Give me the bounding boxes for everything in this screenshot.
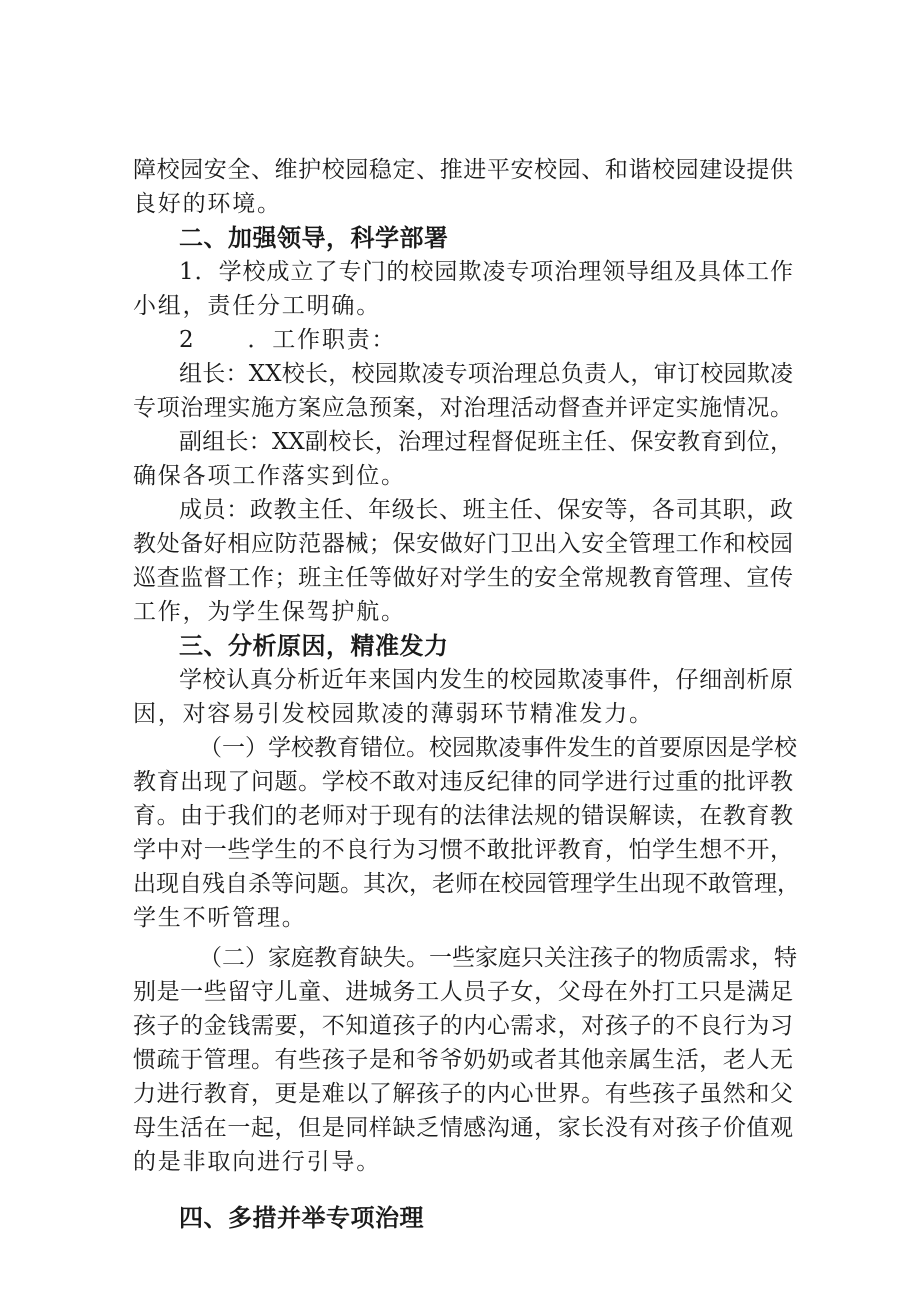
text-line: 母生活在一起，但是同样缺乏情感沟通，家长没有对孩子价值观 xyxy=(133,1115,793,1141)
paragraph xyxy=(133,663,793,731)
paragraph xyxy=(133,941,797,1179)
text-line: 学校认真分析近年来国内发生的校园欺凌事件，仔细剖析原 xyxy=(179,667,793,693)
text-line: 教处备好相应防范器械；保安做好门卫出入安全管理工作和校园 xyxy=(133,531,793,557)
text-line: （一）学校教育错位。校园欺凌事件发生的首要原因是学校 xyxy=(199,735,797,761)
paragraph xyxy=(133,357,793,425)
text-line: 出现自残自杀等问题。其次，老师在校园管理学生出现不敢管理， xyxy=(133,871,800,897)
text-line: 教育出现了问题。学校不敢对违反纪律的同学进行过重的批评教 xyxy=(133,769,793,795)
text-line: 障校园安全、维护校园稳定、推进平安校园、和谐校园建设提供 xyxy=(133,157,793,183)
item-text: ．工作职责： xyxy=(247,327,397,353)
text-line: 巡查监督工作；班主任等做好对学生的安全常规教育管理、宣传 xyxy=(133,565,793,591)
text-line: 确保各项工作落实到位。 xyxy=(133,463,406,489)
text-line: 学生不听管理。 xyxy=(133,905,307,931)
text-line: 良好的环境。 xyxy=(133,191,282,217)
text-line: 专项治理实施方案应急预案，对治理活动督查并评定实施情况。 xyxy=(133,395,793,421)
section-heading: 二、加强领导，科学部署 xyxy=(179,224,449,252)
text-line: 1．学校成立了专门的校园欺凌专项治理领导组及具体工作 xyxy=(179,259,793,285)
numbered-item xyxy=(133,323,793,357)
text-line: 因，对容易引发校园欺凌的薄弱环节精准发力。 xyxy=(133,701,654,727)
paragraph xyxy=(133,425,793,493)
text-line: 小组，责任分工明确。 xyxy=(133,293,381,319)
item-number: 2 xyxy=(179,327,196,353)
paragraph xyxy=(133,255,793,323)
text-line: 力进行教育，更是难以了解孩子的内心世界。有些孩子虽然和父 xyxy=(133,1081,793,1107)
text-line: 的是非取向进行引导。 xyxy=(133,1149,381,1175)
paragraph xyxy=(133,153,793,221)
document-body xyxy=(133,153,800,1235)
section-heading: 三、分析原因，精准发力 xyxy=(179,632,449,660)
text-line: 学中对一些学生的不良行为习惯不敢批评教育，怕学生想不开， xyxy=(133,837,793,863)
text-line: （二）家庭教育缺失。一些家庭只关注孩子的物质需求，特 xyxy=(199,945,797,971)
text-line: 副组长：XX副校长，治理过程督促班主任、保安教育到位， xyxy=(179,429,793,455)
text-line: 孩子的金钱需要，不知道孩子的内心需求，对孩子的不良行为习 xyxy=(133,1013,793,1039)
text-line: 成员：政教主任、年级长、班主任、保安等，各司其职，政 xyxy=(179,497,793,523)
paragraph xyxy=(133,731,800,935)
text-line: 组长：XX校长，校园欺凌专项治理总负责人，审订校园欺凌 xyxy=(179,361,793,387)
text-line: 工作，为学生保驾护航。 xyxy=(133,599,406,625)
text-line: 育。由于我们的老师对于现有的法律法规的错误解读，在教育教 xyxy=(133,803,793,829)
section-heading: 四、多措并举专项治理 xyxy=(179,1204,424,1232)
paragraph xyxy=(133,493,793,629)
text-line: 惯疏于管理。有些孩子是和爷爷奶奶或者其他亲属生活，老人无 xyxy=(133,1047,793,1073)
text-line: 别是一些留守儿童、进城务工人员子女，父母在外打工只是满足 xyxy=(133,979,793,1005)
